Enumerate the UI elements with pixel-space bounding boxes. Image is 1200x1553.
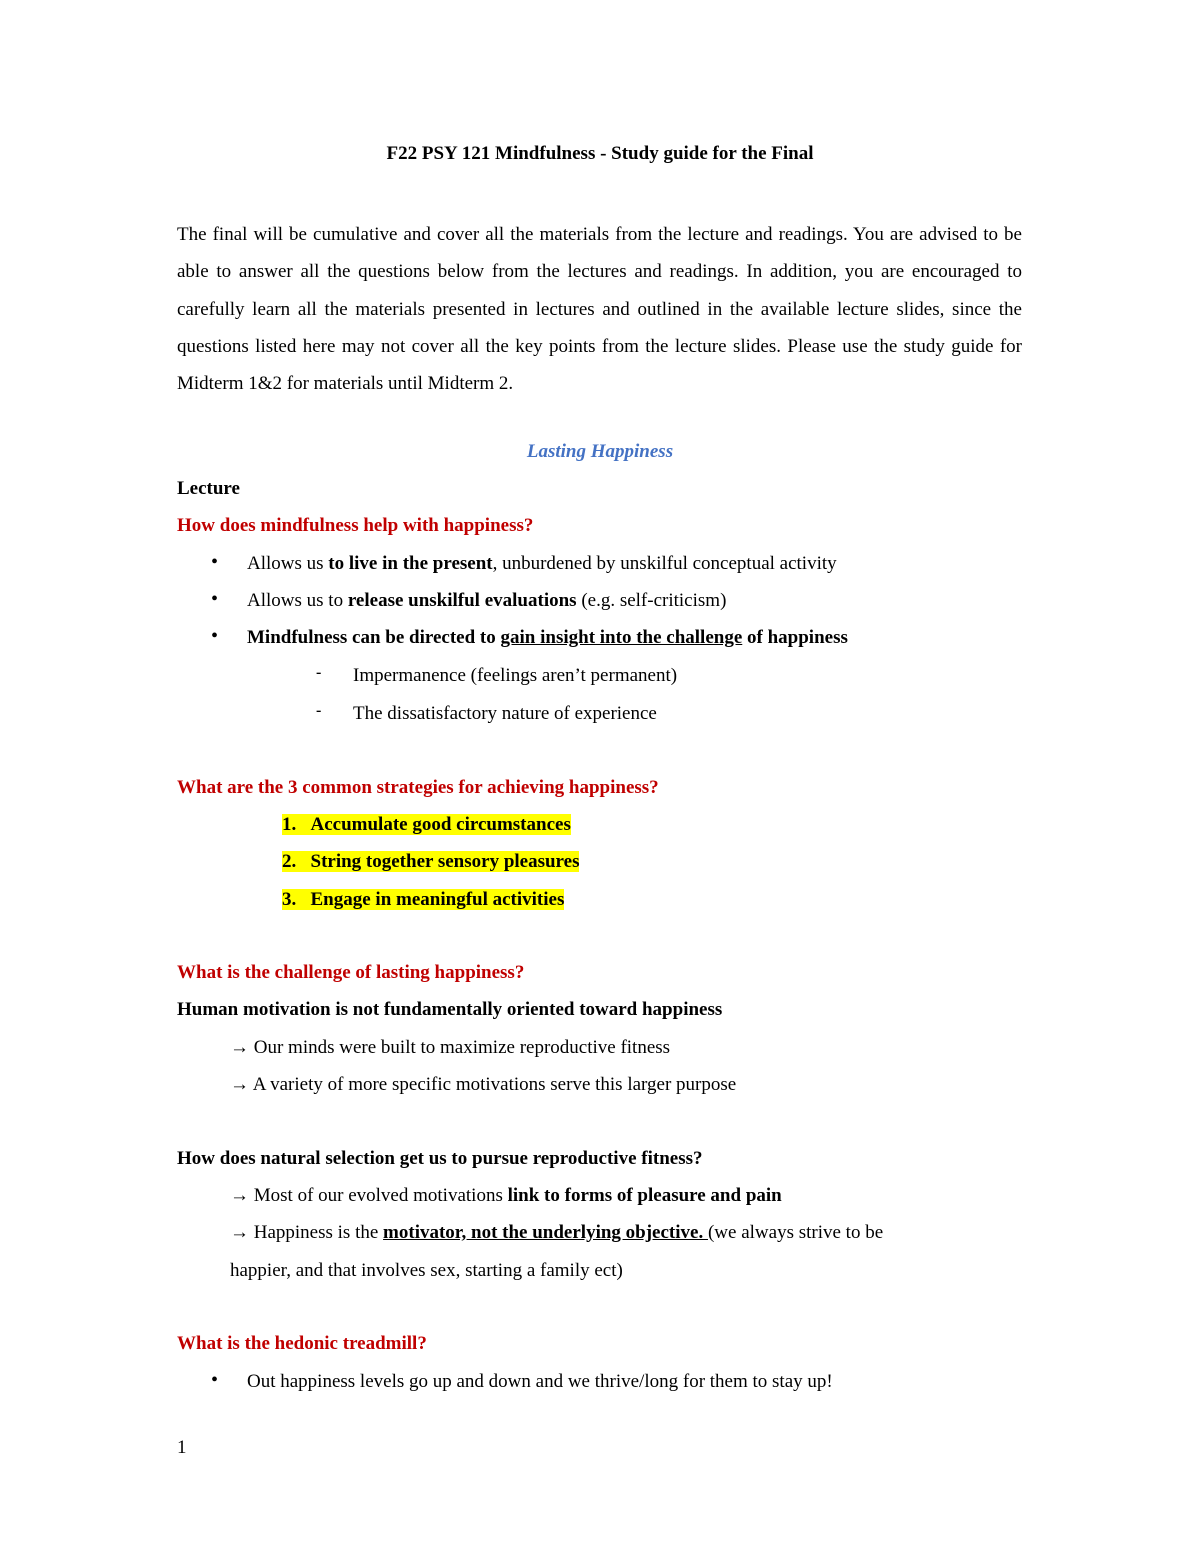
arrow-right-icon: →	[230, 1037, 249, 1058]
list-item	[247, 589, 726, 613]
line-text: Our minds were built to maximize reproductive fitness	[249, 1037, 671, 1058]
dash-icon: -	[316, 702, 322, 719]
list-item	[247, 552, 837, 576]
bullet-icon: •	[211, 1369, 219, 1391]
page-number: 1	[177, 1437, 187, 1458]
bullet-icon: •	[211, 625, 219, 647]
intro-paragraph: The final will be cumulative and cover all the materials from the lecture and readings. You are advised to be able to answer all the questions below from the lectures and readings. In addition, you are encouraged to carefully learn all the materials presented in lectures and outlined in the available lecture slides, since the questions listed here may not cover all the key points from the lecture slides. Please use the study guide for Midterm 1&2 for materials until Midterm 2.	[177, 224, 1022, 395]
item-text: Allows us to	[247, 590, 348, 611]
item-underlined-text: gain insight into the challenge	[500, 627, 743, 648]
section-title: Lasting Happiness	[526, 441, 674, 462]
answer-heading: Human motivation is not fundamentally oriented toward happiness	[177, 999, 723, 1020]
numbered-item	[282, 888, 564, 912]
sub-list-item: The dissatisfactory nature of experience	[353, 703, 657, 724]
item-number: 2.	[282, 851, 297, 872]
numbered-item	[282, 850, 579, 874]
question-hedonic-treadmill: What is the hedonic treadmill?	[177, 1333, 427, 1354]
list-item: Out happiness levels go up and down and we thrive/long for them to stay up!	[247, 1371, 833, 1392]
item-highlighted-text: Accumulate good circumstances	[310, 814, 571, 835]
document-title: F22 PSY 121 Mindfulness - Study guide for the Final	[386, 143, 814, 164]
line-bold-underlined-text: motivator, not the underlying objective.	[383, 1222, 708, 1243]
arrow-right-icon: →	[230, 1074, 249, 1095]
question-challenge: What is the challenge of lasting happiness?	[177, 962, 525, 983]
item-bold-text: of happiness	[742, 627, 848, 648]
arrow-right-icon: →	[230, 1222, 249, 1243]
item-number: 1.	[282, 814, 297, 835]
item-highlighted-text: Engage in meaningful activities	[310, 889, 565, 910]
line-text: (we always strive to be	[707, 1222, 884, 1243]
item-number: 3.	[282, 889, 297, 910]
list-item	[247, 626, 848, 650]
line-bold-text: link to forms of pleasure and pain	[507, 1185, 782, 1206]
arrow-line	[230, 1073, 736, 1097]
question-mindfulness-happiness: How does mindfulness help with happiness?	[177, 515, 534, 536]
line-text: Happiness is the	[249, 1222, 384, 1243]
arrow-line	[230, 1036, 670, 1060]
lecture-label: Lecture	[177, 478, 240, 499]
line-text: A variety of more specific motivations serve this larger purpose	[249, 1074, 737, 1095]
continuation-line: happier, and that involves sex, starting a family ect)	[230, 1260, 623, 1281]
question-strategies: What are the 3 common strategies for achieving happiness?	[177, 777, 659, 798]
sub-list-item: Impermanence (feelings aren’t permanent)	[353, 665, 678, 686]
arrow-line	[230, 1184, 782, 1208]
item-text: , unburdened by unskilful conceptual activity	[492, 553, 837, 574]
line-text: Most of our evolved motivations	[249, 1185, 508, 1206]
item-bold-text: release unskilful evaluations	[347, 590, 577, 611]
item-text: Allows us	[247, 553, 329, 574]
item-text: (e.g. self-criticism)	[576, 590, 727, 611]
dash-icon: -	[316, 664, 322, 681]
bullet-icon: •	[211, 551, 219, 573]
arrow-right-icon: →	[230, 1185, 249, 1206]
item-bold-text: to live in the present	[328, 553, 493, 574]
item-highlighted-text: String together sensory pleasures	[310, 851, 580, 872]
question-natural-selection: How does natural selection get us to pursue reproductive fitness?	[177, 1148, 703, 1169]
arrow-line	[230, 1221, 883, 1245]
item-bold-text: Mindfulness can be directed to	[247, 627, 501, 648]
numbered-item	[282, 813, 571, 837]
bullet-icon: •	[211, 588, 219, 610]
